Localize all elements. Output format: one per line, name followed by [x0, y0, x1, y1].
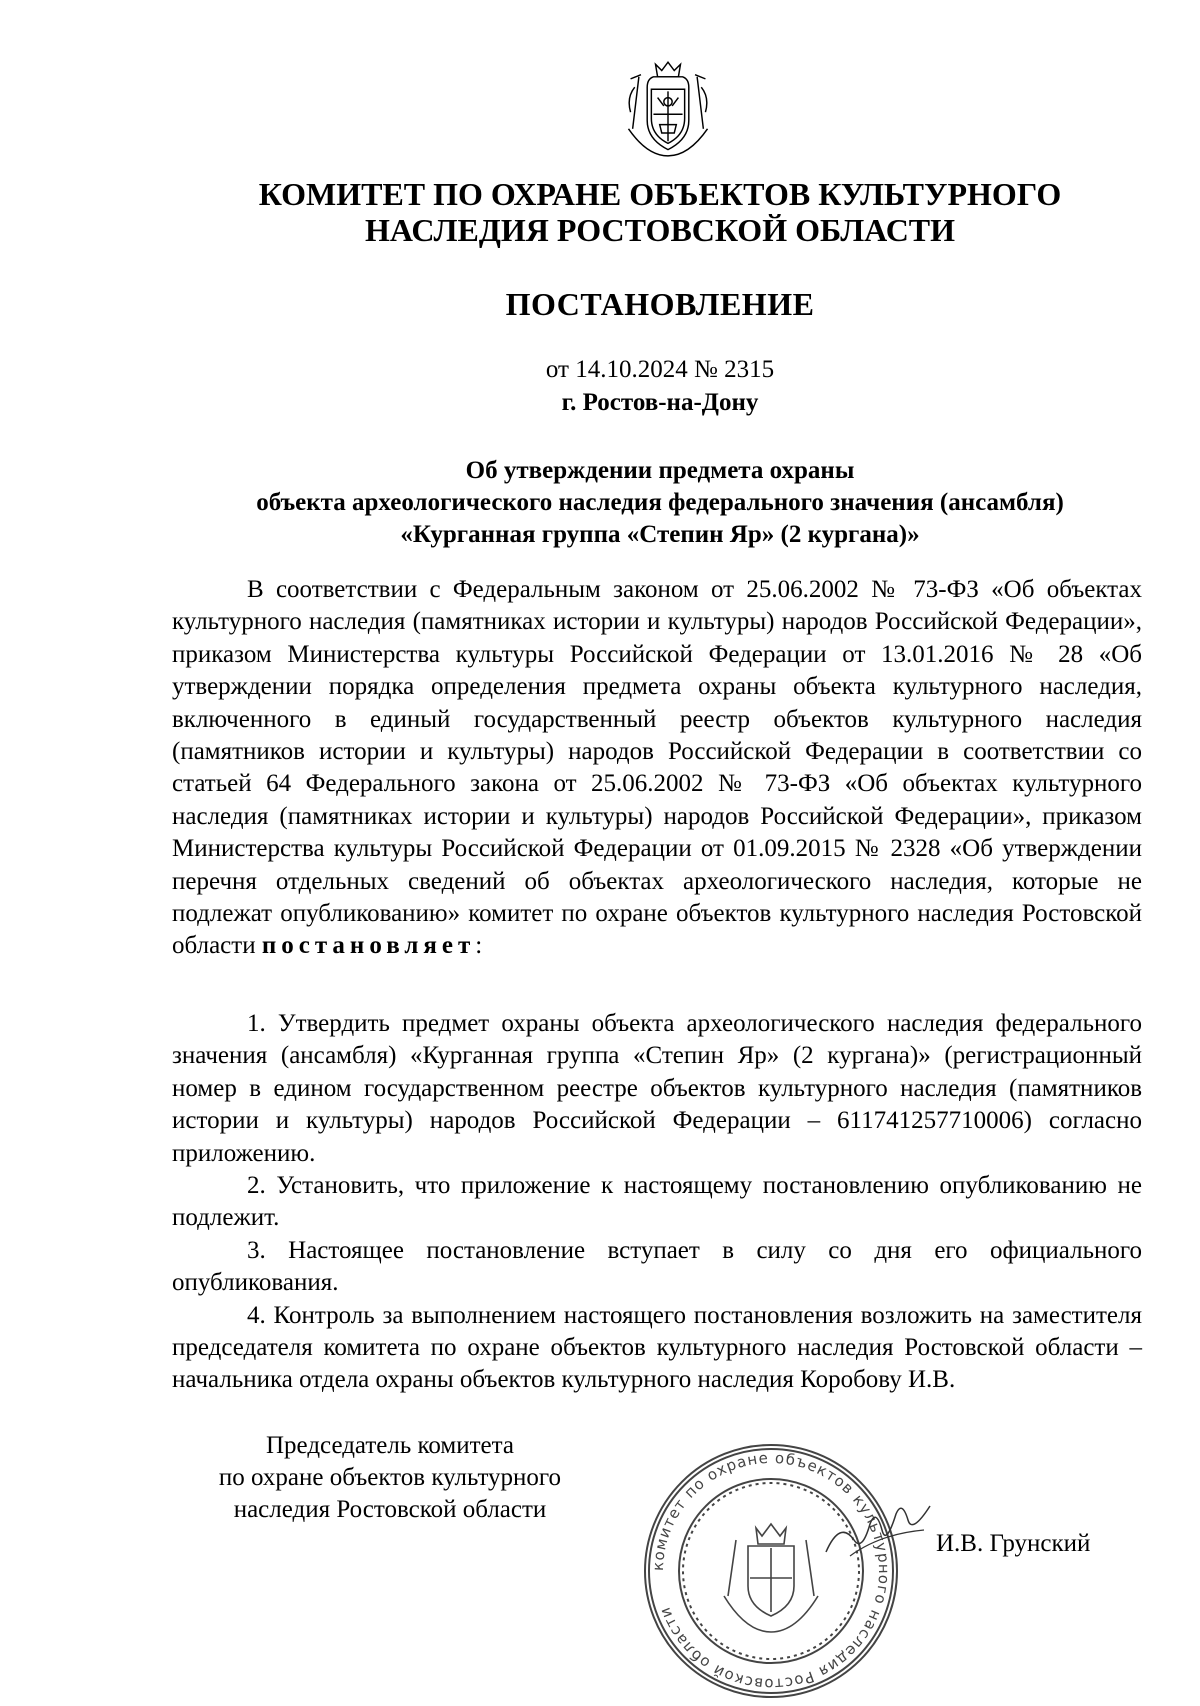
- rostov-oblast-coat-of-arms-icon: [616, 56, 720, 160]
- subject-line-2: объекта археологического наследия федерального значения (ансамбля): [256, 489, 1064, 516]
- official-round-seal-icon: [636, 1436, 906, 1706]
- document-subject: [180, 455, 1140, 551]
- signatory-position: [190, 1430, 590, 1526]
- document-type: ПОСТАНОВЛЕНИЕ: [505, 286, 815, 322]
- decree-point: 4. Контроль за выполнением настоящего постановления возложить на заместителя председателя комитета по охране объектов культурного наследия Ростовской области – начальника отдела охраны объектов культурного наследия Коробову И.В.: [172, 1301, 1142, 1394]
- subject-line-3: «Курганная группа «Степин Яр» (2 кургана)»: [400, 521, 920, 548]
- decree-points: [172, 1008, 1142, 1397]
- decree-point: 1. Утвердить предмет охраны объекта археологического наследия федерального значения (ансамбля) «Курганная группа «Степин Яр» (2 кургана)» (регистрационный номер в едином государственном реестре объектов культурного наследия (памятников истории и культуры) народов Российской Федерации – 611741257710006) согласно приложению.: [172, 1010, 1142, 1167]
- handwritten-signature-icon: [820, 1490, 940, 1570]
- preamble-text: В соответствии с Федеральным законом от 25.06.2002 № 73-ФЗ «Об объектах культурного наследия (памятниках истории и культуры) народов Российской Федерации», приказом Министерства культуры Российской Федерации от 13.01.2016 № 28 «Об утверждении порядка определения предмета охраны объекта культурного наследия, включенного в единый государственный реестр объектов культурного наследия (памятников истории и культуры) народов Российской Федерации в соответствии со статьей 64 Федерального закона от 25.06.2002 № 73-ФЗ «Об объектах культурного наследия (памятниках истории и культуры) народов Российской Федерации», приказом Министерства культуры Российской Федерации от 01.09.2015 № 2328 «Об утверждении перечня отдельных сведений об объектах археологического наследия, которые не подлежат опубликованию» комитет по охране объектов культурного наследия Ростовской области: [172, 576, 1142, 960]
- preamble: [172, 574, 1142, 963]
- preamble-end: :: [475, 932, 483, 960]
- organization-name-line-1: КОМИТЕТ ПО ОХРАНЕ ОБЪЕКТОВ КУЛЬТУРНОГО: [258, 176, 1062, 212]
- decree-point: 3. Настоящее постановление вступает в силу со дня его официального опубликования.: [172, 1236, 1142, 1297]
- position-line-2: по охране объектов культурного: [218, 1464, 562, 1491]
- organization-name-line-2: НАСЛЕДИЯ РОСТОВСКОЙ ОБЛАСТИ: [364, 212, 956, 248]
- position-line-3: наследия Ростовской области: [233, 1496, 547, 1523]
- svg-text:комитет по охране объектов кул: комитет по охране объектов культурного наследия Ростовской области: [648, 1448, 894, 1694]
- position-line-1: Председатель комитета: [266, 1432, 514, 1459]
- decree-word: постановляет: [261, 932, 476, 960]
- date-and-number: от 14.10.2024 № 2315: [545, 356, 775, 383]
- city: г. Ростов-на-Дону: [561, 389, 759, 416]
- signatory-name: И.В. Грунский: [936, 1530, 1091, 1557]
- subject-line-1: Об утверждении предмета охраны: [465, 457, 855, 484]
- decree-point: 2. Установить, что приложение к настоящему постановлению опубликованию не подлежит.: [172, 1172, 1142, 1232]
- organization-name: [180, 176, 1140, 248]
